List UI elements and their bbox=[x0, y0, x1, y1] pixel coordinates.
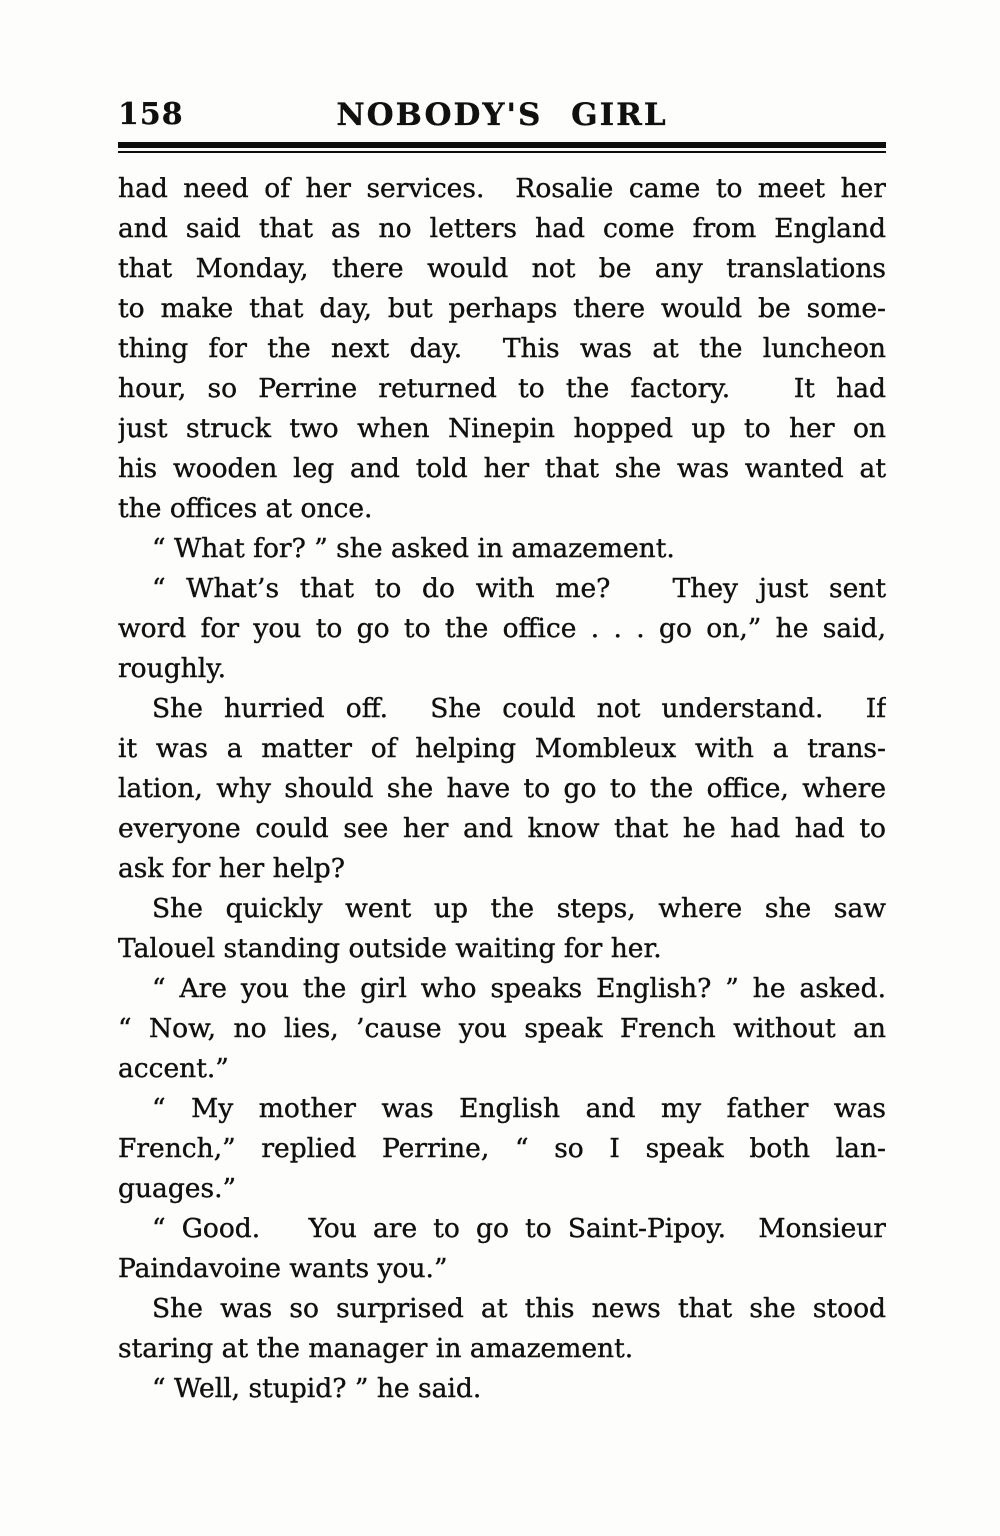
text-line: French,” replied Perrine, “ so I speak both lan- bbox=[118, 1133, 886, 1164]
page-header bbox=[118, 96, 886, 134]
text-line: that Monday, there would not be any translations bbox=[118, 253, 886, 284]
text-line: “ Well, stupid? ” he said. bbox=[152, 1373, 482, 1404]
text-line: She hurried off. She could not understand. If bbox=[152, 693, 886, 724]
text-line: ask for her help? bbox=[118, 853, 345, 884]
text-line: everyone could see her and know that he had had to bbox=[118, 813, 886, 844]
text-line: thing for the next day. This was at the luncheon bbox=[118, 333, 886, 364]
text-block bbox=[118, 96, 886, 1409]
page-body bbox=[118, 169, 886, 1409]
text-line: She was so surprised at this news that she stood bbox=[152, 1293, 886, 1324]
header-rule bbox=[118, 142, 886, 153]
text-line: accent.” bbox=[118, 1053, 229, 1084]
page-number: 158 bbox=[118, 97, 184, 132]
text-line: just struck two when Ninepin hopped up to her on bbox=[118, 413, 886, 444]
text-line: hour, so Perrine returned to the factory. It had bbox=[118, 373, 886, 404]
text-line: “ Are you the girl who speaks English? ” he asked. bbox=[152, 973, 886, 1004]
text-line: the offices at once. bbox=[118, 493, 373, 524]
text-line: “ Now, no lies, ’cause you speak French without an bbox=[118, 1013, 886, 1044]
text-line: roughly. bbox=[118, 653, 227, 684]
text-line: guages.” bbox=[118, 1173, 237, 1204]
text-line: it was a matter of helping Mombleux with a trans- bbox=[118, 733, 886, 764]
text-line: Talouel standing outside waiting for her. bbox=[118, 933, 662, 964]
text-line: “ What for? ” she asked in amazement. bbox=[152, 533, 675, 564]
text-line: lation, why should she have to go to the office, where bbox=[118, 773, 886, 804]
text-line: staring at the manager in amazement. bbox=[118, 1333, 634, 1364]
text-line: to make that day, but perhaps there would be some- bbox=[118, 293, 886, 324]
text-line: “ Good. You are to go to Saint-Pipoy. Monsieur bbox=[152, 1213, 886, 1244]
text-line: his wooden leg and told her that she was wanted at bbox=[118, 453, 886, 484]
text-line: and said that as no letters had come from England bbox=[118, 213, 886, 244]
text-line: Paindavoine wants you.” bbox=[118, 1253, 448, 1284]
running-title: NOBODY'S GIRL bbox=[336, 97, 668, 133]
text-line: had need of her services. Rosalie came to meet her bbox=[118, 173, 886, 204]
text-line: She quickly went up the steps, where she saw bbox=[152, 893, 886, 924]
text-line: word for you to go to the office . . . go on,” he said, bbox=[118, 613, 886, 644]
text-line: “ What’s that to do with me? They just sent bbox=[152, 573, 886, 604]
text-line: “ My mother was English and my father was bbox=[152, 1093, 886, 1124]
